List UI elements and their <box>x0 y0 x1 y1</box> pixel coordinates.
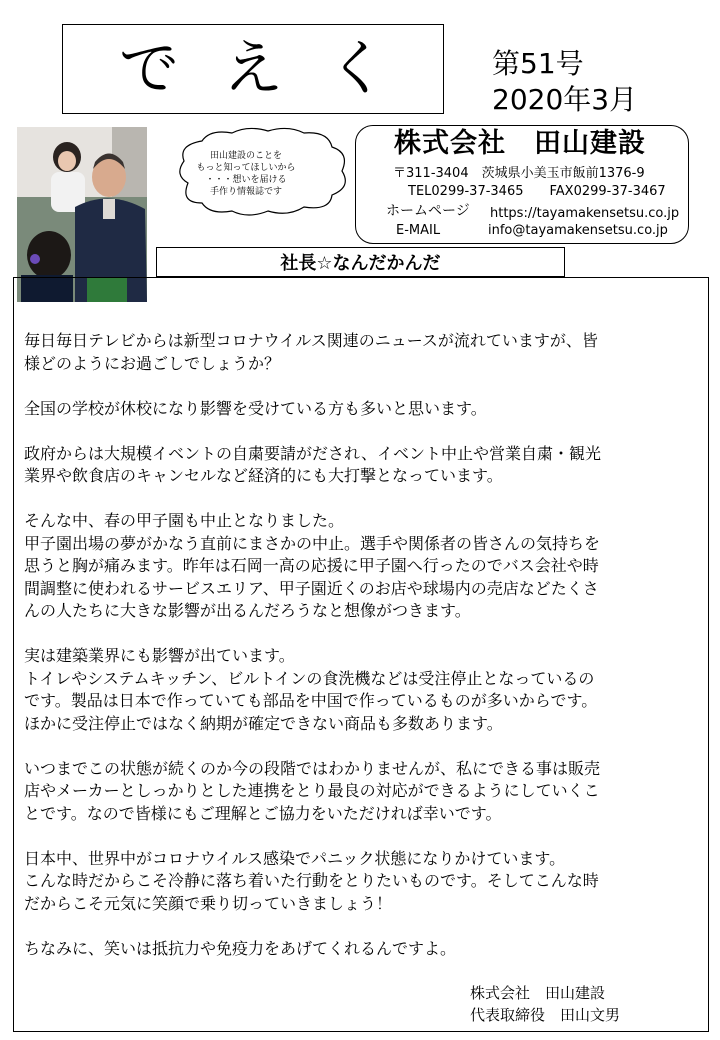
newsletter-title: でえく <box>119 34 431 104</box>
company-tel-fax: TEL0299-37-3465 FAX0299-37-3467 <box>408 184 666 199</box>
signature-person: 代表取締役 田山文男 <box>470 1006 621 1024</box>
article-paragraph: いつまでこの状態が続くのか今の段階ではわかりませんが、私にできる事は販売 店やメーカーとしっかりとした連携をとり最良の対応ができるようにしていくこ とです。なので皆様にもご理解とご協力をいただければ幸いです。 <box>24 758 601 823</box>
speech-cloud-text <box>180 150 312 198</box>
family-photo-image <box>17 127 147 302</box>
family-photo <box>17 127 147 302</box>
email-link[interactable]: info@tayamakensetsu.co.jp <box>488 223 668 238</box>
signature-company: 株式会社 田山建設 <box>470 984 606 1002</box>
email-label: E-MAIL <box>396 223 441 238</box>
issue-number: 第51号 <box>492 47 584 80</box>
article-paragraph: 日本中、世界中がコロナウイルス感染でパニック状態になりかけています。 こんな時だからこそ冷静に落ち着いた行動をとりたいものです。そしてこんな時 だからこそ元気に笑顔で乗り切っていきましょう！ <box>24 848 599 913</box>
article-paragraph: 実は建築業界にも影響が出ています。 トイレやシステムキッチン、ビルトインの食洗機などは受注停止となっているの です。製品は日本で作っていても部品を中国で作っているものが多いからです。 ほかに受注停止ではなく納期が確定できない商品も多数あります。 <box>24 646 598 733</box>
article-paragraph: 全国の学校が休校になり影響を受けている方も多いと思います。 <box>24 398 487 418</box>
cloud-line: 手作り情報誌です <box>209 187 282 197</box>
article-body <box>24 330 704 983</box>
newsletter-title-box <box>62 24 444 114</box>
article-paragraph: 毎日毎日テレビからは新型コロナウイルス関連のニュースが流れていますが、皆 様どのようにお過ごしでしょうか？ <box>24 331 598 373</box>
homepage-link[interactable]: https://tayamakensetsu.co.jp <box>490 206 680 221</box>
cloud-line: 田山建設のことを <box>209 151 282 161</box>
article-paragraph: そんな中、春の甲子園も中止となりました。 甲子園出場の夢がかなう直前にまさかの中止。選手や関係者の皆さんの気持ちを 思うと胸が痛みます。昨年は石岡一高の応援に甲子園へ行ったのでバス会社や時 間調整に使われるサービスエリア、甲子園近くのお店や球場内の売店などたくさ んの人たちに大きな影響が出るんだろうなと想像がつきます。 <box>24 511 601 620</box>
article-paragraph: ちなみに、笑いは抵抗力や免疫力をあげてくれるんですよ。 <box>24 938 457 958</box>
cloud-line: ・・・想いを届ける <box>205 175 287 185</box>
cloud-line: もっと知ってほしいから <box>196 163 296 173</box>
company-address: 〒311-3404 茨城県小美玉市飯前1376-9 <box>393 166 645 181</box>
article-paragraph: 政府からは大規模イベントの自粛要請がだされ、イベント中止や営業自粛・観光 業界や飲食店のキャンセルなど経済的にも大打撃となっています。 <box>24 443 601 485</box>
section-title: 社長☆なんだかんだ <box>156 247 565 277</box>
homepage-label: ホームページ <box>386 203 470 219</box>
issue-date: 2020年3月 <box>492 83 638 116</box>
company-name: 株式会社 田山建設 <box>394 128 646 159</box>
